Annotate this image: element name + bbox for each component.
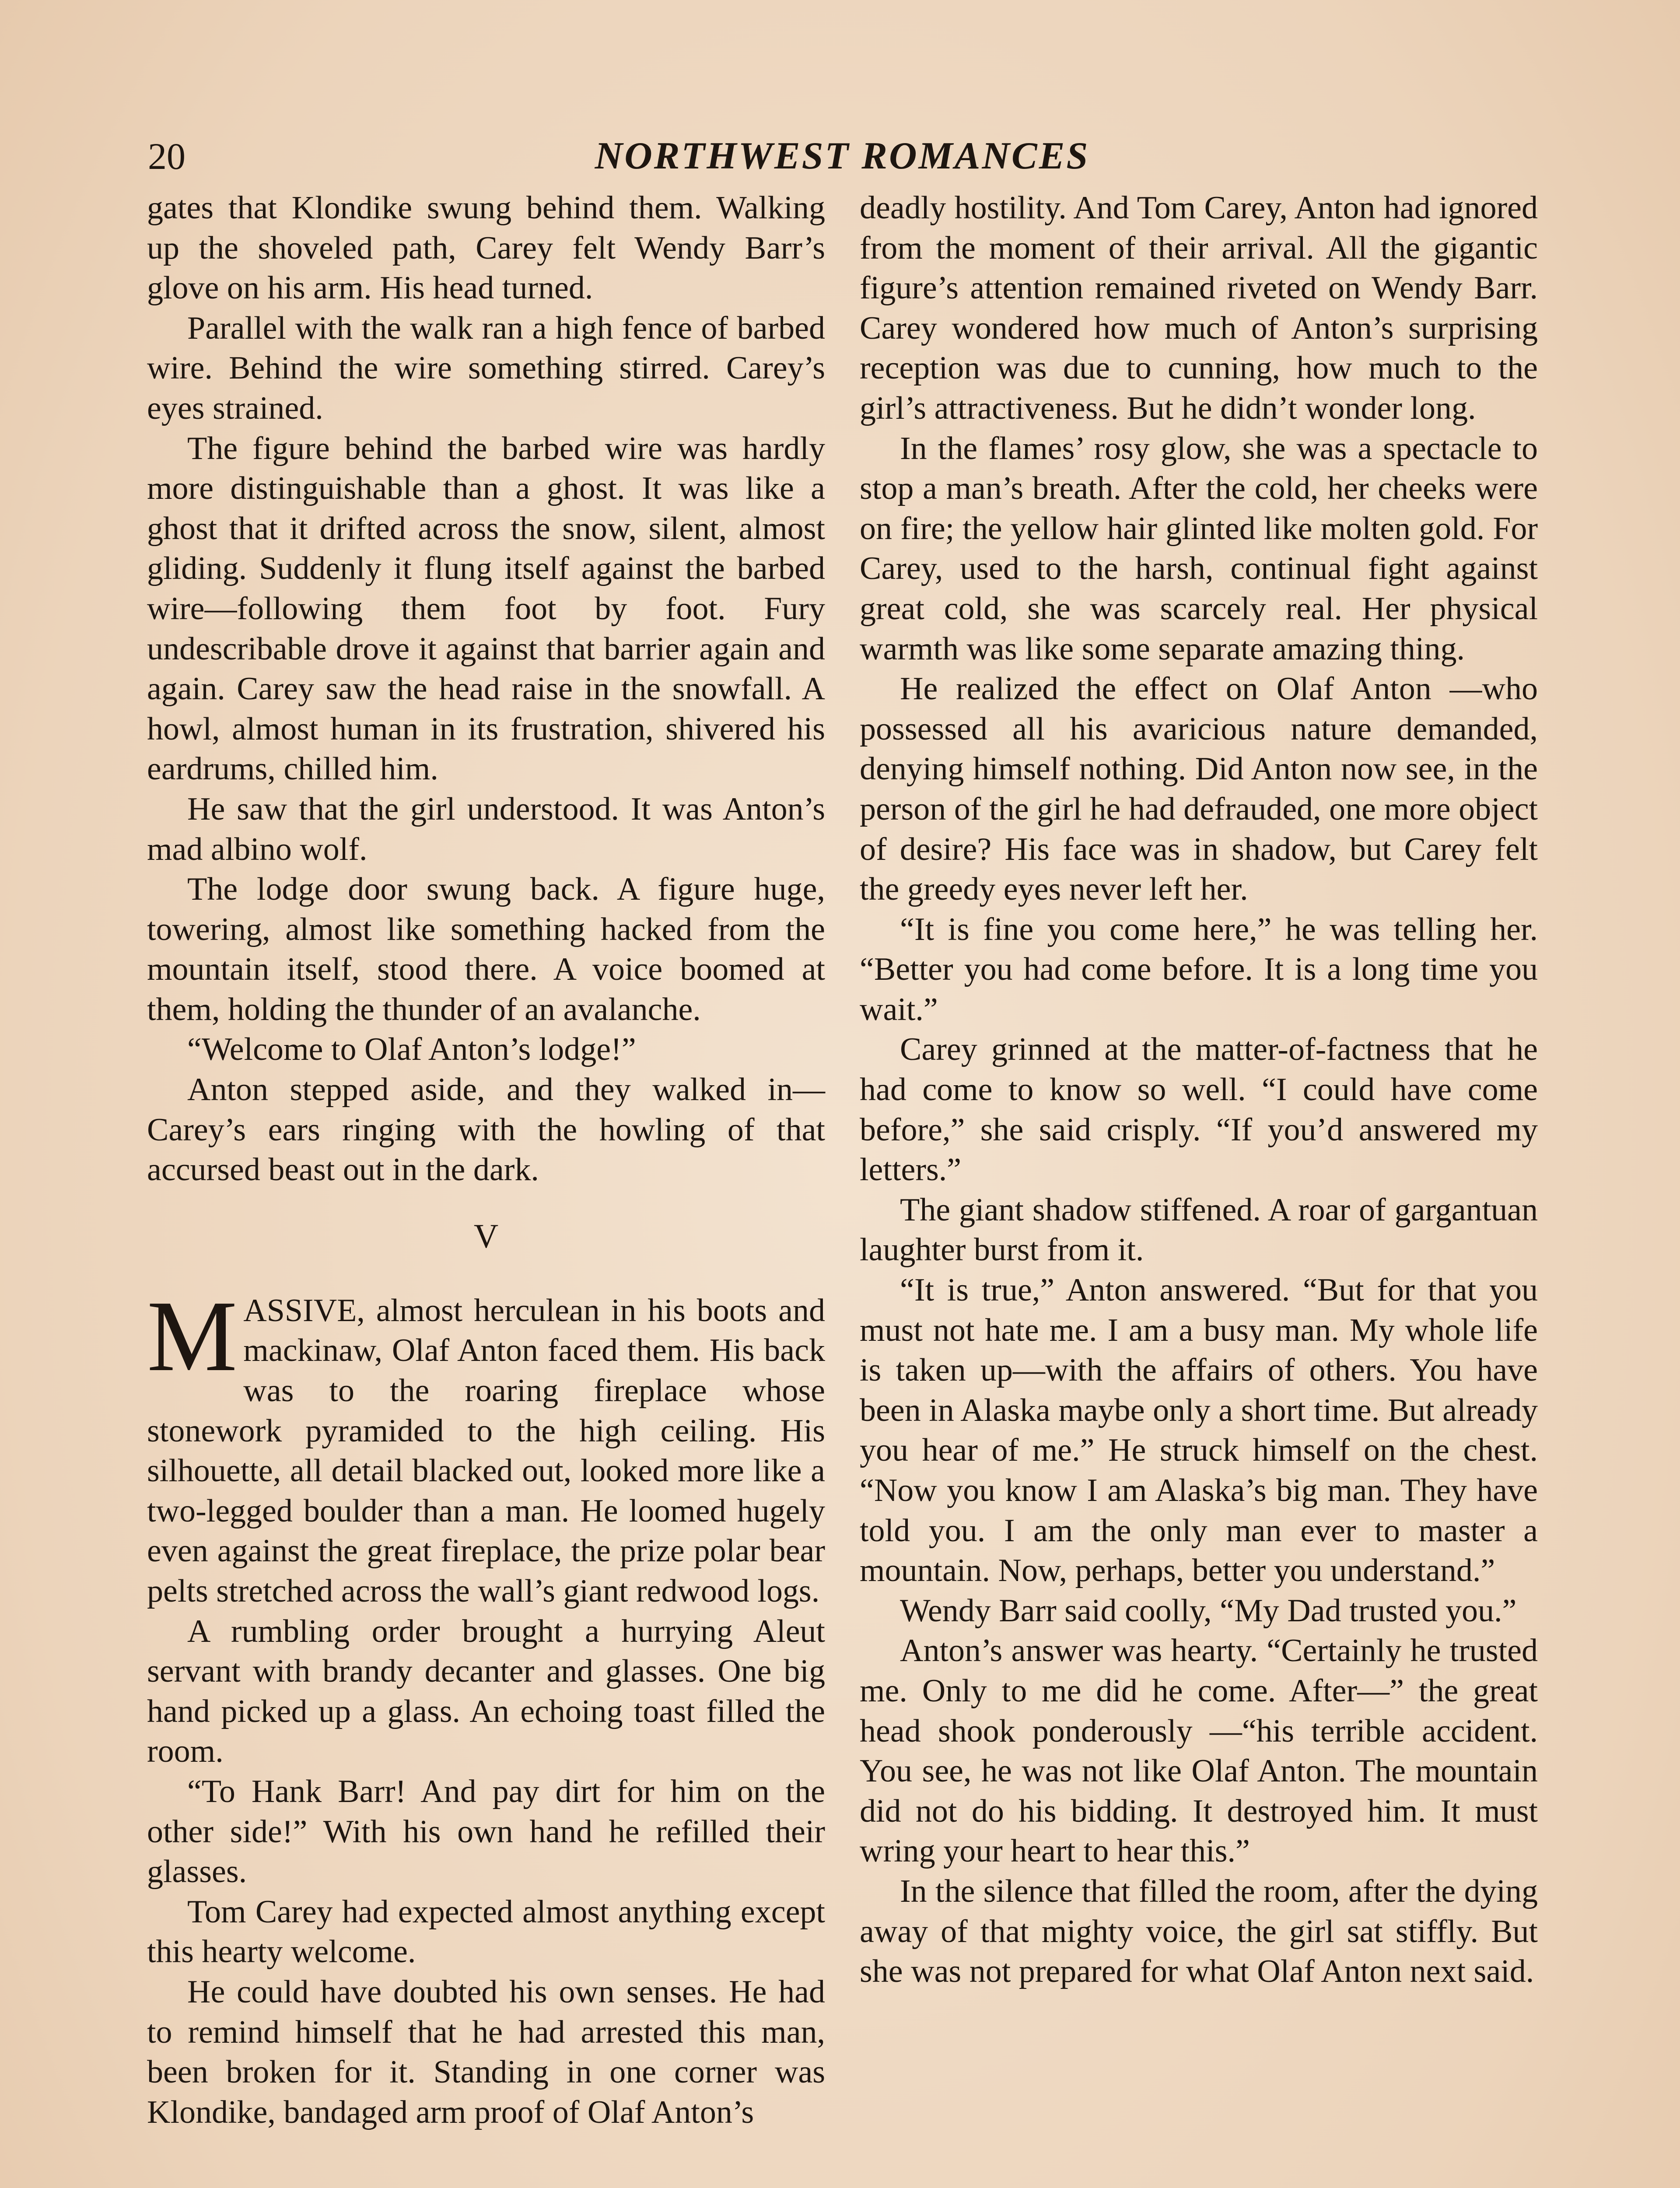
drop-cap: M [147, 1280, 238, 1392]
paragraph: Anton’s answer was hearty. “Certainly he trusted me. Only to me did he come. After—” the great head shook ponderously —“his terrible accident. You see, he was not like Olaf Anton. The mountain did not do his bidding. It destroyed him. It must wring your heart to hear this.” [860, 1633, 1538, 1869]
paragraph: A rumbling order brought a hurrying Aleut servant with brandy decanter and glasses. One big hand picked up a glass. An echoing toast filled the room. [147, 1613, 825, 1770]
paragraph: “It is fine you come here,” he was telling her. “Better you had come before. It is a long time you wait.” [860, 911, 1538, 1027]
paragraph: Tom Carey had expected almost anything except this hearty welcome. [147, 1893, 825, 1970]
paragraph: deadly hostility. And Tom Carey, Anton had ignored from the moment of their arrival. All the gigantic figure’s attention remained riveted on Wendy Barr. Carey wondered how much of Anton’s surprising reception was due to cunning, how much to the girl’s attractiveness. But he didn’t wonder long. [860, 190, 1538, 426]
paragraph: Parallel with the walk ran a high fence of barbed wire. Behind the wire something stirred. Carey’s eyes strained. [147, 310, 825, 426]
paragraph: The giant shadow stiffened. A roar of gargantuan laughter burst from it. [860, 1192, 1538, 1268]
chapter-heading: V [473, 1217, 499, 1255]
page-header [140, 128, 1544, 189]
paragraph: Wendy Barr said coolly, “My Dad trusted you.” [900, 1592, 1517, 1629]
paragraph: He could have doubted his own senses. He had to remind himself that he had arrested this man, been broken for it. Standing in one corner was Klondike, bandaged arm proof of Olaf Anton’s [147, 1974, 825, 2130]
paragraph: The lodge door swung back. A figure huge, towering, almost like something hacked from the mountain itself, stood there. A voice boomed at them, holding the thunder of an avalanche. [147, 871, 825, 1027]
paragraph: The figure behind the barbed wire was hardly more distinguishable than a ghost. It was like a ghost that it drifted across the snow, silent, almost gliding. Suddenly it flung itself against the barbed wire—following them foot by foot. Fury undescribable drove it against that barrier again and again. Carey saw the head raise in the snowfall. A howl, almost human in its frustration, shivered his eardrums, chilled him. [147, 430, 825, 787]
paragraph: He realized the effect on Olaf Anton —who possessed all his avaricious nature demanded, denying himself nothing. Did Anton now see, in the person of the girl he had defrauded, one more object of desire? His face was in shadow, but Carey felt the greedy eyes never left her. [860, 671, 1538, 908]
magazine-title: NORTHWEST ROMANCES [595, 135, 1090, 177]
page-number: 20 [148, 135, 186, 177]
paragraph: Carey grinned at the matter-of-factness that he had come to know so well. “I could have come before,” she said crisply. “If you’d answered my letters.” [860, 1031, 1538, 1188]
paragraph: He saw that the girl understood. It was Anton’s mad albino wolf. [147, 791, 825, 867]
paragraph: In the silence that filled the room, after the dying away of that mighty voice, the girl sat stiffly. But she was not prepared for what Olaf Anton next said. [860, 1873, 1538, 1990]
paragraph: Anton stepped aside, and they walked in—Carey’s ears ringing with the howling of that accursed beast out in the dark. [147, 1072, 825, 1188]
paragraph: In the flames’ rosy glow, she was a spectacle to stop a man’s breath. After the cold, her cheeks were on fire; the yellow hair glinted like molten gold. For Carey, used to the harsh, continual fight against great cold, she was scarcely real. Her physical warmth was like some separate amazing thing. [860, 430, 1538, 667]
chapter-opening-paragraph [147, 1280, 825, 1612]
right-column [860, 188, 1538, 1992]
paragraph-text: ASSIVE, almost herculean in his boots and mackinaw, Olaf Anton faced them. His back was to the roaring fireplace whose stonework pyramided to the high ceiling. His silhouette, all detail blacked out, looked more like a two-legged boulder than a man. He loomed hugely even against the great fireplace, the prize polar bear pelts stretched across the wall’s giant redwood logs. [147, 1292, 825, 1609]
paragraph: “It is true,” Anton answered. “But for that you must not hate me. I am a busy man. My whole life is taken up—with the affairs of others. You have been in Alaska maybe only a short time. But already you hear of me.” He struck himself on the chest. “Now you know I am Alaska’s big man. They have told you. I am the only man ever to master a mountain. Now, perhaps, better you understand.” [860, 1272, 1538, 1589]
paragraph: “Welcome to Olaf Anton’s lodge!” [187, 1031, 636, 1068]
left-column [147, 188, 825, 2132]
paragraph: “To Hank Barr! And pay dirt for him on the other side!” With his own hand he refilled their glasses. [147, 1773, 825, 1890]
paragraph: gates that Klondike swung behind them. Walking up the shoveled path, Carey felt Wendy Barr’s glove on his arm. His head turned. [147, 190, 825, 306]
